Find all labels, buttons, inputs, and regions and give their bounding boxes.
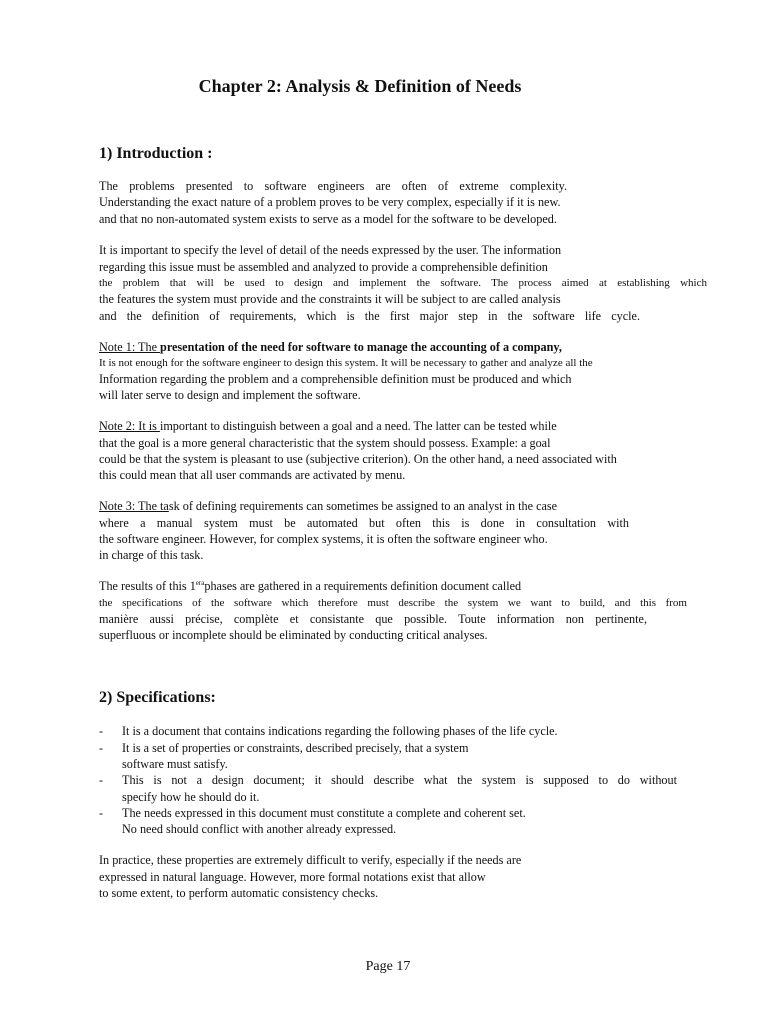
note2-first-line [99,418,629,434]
note2-text: important to distinguish between a goal and a need. The latter can be tested while [159,419,557,433]
note3-line: where a manual system must be automated but often this is done in consultation with [99,516,629,530]
bullet-line: It is a document that contains indications regarding the following phases of the life cycle. [122,724,558,738]
note1-first-line [99,339,629,355]
spec-para-line: expressed in natural language. However, more formal notations exist that allow [99,870,486,884]
bullet-line: software must satisfy. [122,757,228,771]
spec-para-line: to some extent, to perform automatic consistency checks. [99,886,379,900]
note1-line: It is not enough for the software engineer to design this system. It will be necessary to gather and analyze all the [99,357,593,369]
bullet-line: No need should conflict with another already expressed. [122,822,397,836]
bullet-line: It is a set of properties or constraints, described precisely, that a system [122,741,469,755]
intro-p2-line: the features the system must provide and the constraints it will be subject to are called analysis [99,292,561,306]
intro-p2-line: It is important to specify the level of detail of the needs expressed by the user. The information [99,243,562,257]
intro-p3-line: the specifications of the software which therefore must describe the system we want to build, and this from [99,597,687,609]
intro-p1-line: and that no non-automated system exists to serve as a model for the software to be developed. [99,212,557,226]
intro-heading: 1) Introduction : [99,145,213,162]
intro-p3-line: superfluous or incomplete should be eliminated by conducting critical analyses. [99,628,488,642]
note1-bold-text: presentation of the need for software to manage the accounting of a company, [160,340,562,354]
note2-line: that the goal is a more general characteristic that the system should possess. Example: a goal [99,436,551,450]
note1-line: will later serve to design and implement the software. [99,388,361,402]
chapter-title: Chapter 2: Analysis & Definition of Needs [198,76,522,96]
intro-p2-line: the problem that will be used to design and implement the software. The process aimed at establishing which [99,277,707,289]
bullet-line: This is not a design document; it should describe what the system is supposed to do without [122,773,677,787]
note1-label: Note 1: The [99,340,161,354]
page-number: Page 17 [365,959,411,974]
note1-line: Information regarding the problem and a comprehensible definition must be produced and which [99,372,572,386]
note2-line: this could mean that all user commands are activated by menu. [99,468,406,482]
bullet-dash: - [99,724,104,738]
bullet-line: The needs expressed in this document must constitute a complete and coherent set. [122,806,526,820]
note3-line: the software engineer. However, for complex systems, it is often the software engineer who. [99,532,548,546]
spec-heading: 2) Specifications: [99,689,216,706]
intro-p2-line: and the definition of requirements, which is the first major step in the software life cycle. [99,309,640,323]
bullet-dash: - [99,773,104,787]
note3-text: sk of defining requirements can sometimes be assigned to an analyst in the case [168,499,558,513]
note3-label: Note 3: The ta [99,499,169,513]
bullet-dash: - [99,741,104,755]
ordinal-superscript: era [195,578,205,587]
intro-p3-text-b: phases are gathered in a requirements definition document called [204,579,522,593]
note3-line: in charge of this task. [99,548,204,562]
note3-first-line [99,498,629,514]
bullet-line: specify how he should do it. [122,790,260,804]
intro-p3-first-line [99,578,629,594]
intro-p3-line: manière aussi précise, complète et consistante que possible. Toute information non pertinente, [99,612,647,626]
intro-p2-line: regarding this issue must be assembled and analyzed to provide a comprehensible definition [99,260,548,274]
note2-line: could be that the system is pleasant to use (subjective criterion). On the other hand, a need associated with [99,452,617,466]
spec-para-line: In practice, these properties are extremely difficult to verify, especially if the needs are [99,853,522,867]
note2-label: Note 2: It is [99,419,160,433]
intro-p1-line: Understanding the exact nature of a problem proves to be very complex, especially if it is new. [99,195,561,209]
bullet-dash: - [99,806,104,820]
intro-p1-line: The problems presented to software engineers are often of extreme complexity. [99,179,567,193]
intro-p3-text-a: The results of this 1 [99,579,196,593]
